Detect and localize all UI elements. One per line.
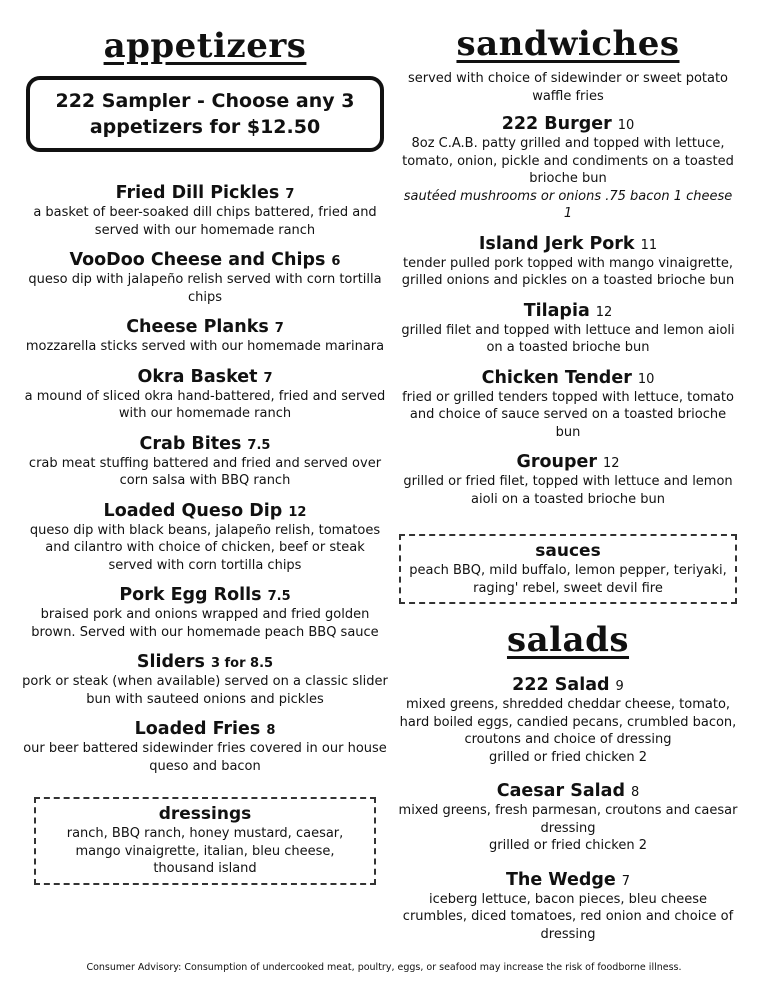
item-price: 12	[602, 456, 620, 471]
item-price: 7	[621, 873, 631, 889]
sauces-heading: sauces	[535, 541, 601, 561]
menu-item	[398, 113, 738, 223]
item-price: 6	[331, 254, 341, 269]
item-name: 222 Salad	[512, 675, 610, 695]
item-description: queso dip with black beans, jalapeño relish, tomatoes and cilantro with choice of chicken, beef or steak served with corn tortilla chips	[29, 522, 381, 573]
item-price: 12	[288, 504, 307, 520]
item-price: 7.5	[247, 437, 271, 453]
item-price: 7	[285, 187, 295, 202]
menu-item	[22, 500, 388, 575]
menu-item	[398, 300, 738, 357]
item-description: fried or grilled tenders topped with lettuce, tomato and choice of sauce served on a toasted brioche bun	[402, 389, 734, 440]
dressings-box	[34, 797, 376, 885]
item-name: Loaded Fries	[134, 719, 261, 739]
item-price: 9	[615, 679, 624, 694]
item-price: 7	[263, 370, 273, 386]
item-description: iceberg lettuce, bacon pieces, bleu cheese crumbles, diced tomatoes, red onion and choice of dressing	[402, 891, 734, 942]
item-name: 222 Burger	[501, 114, 612, 134]
item-extras: sautéed mushrooms or onions .75 bacon 1 cheese 1	[403, 188, 733, 221]
item-price: 8	[266, 723, 276, 738]
menu-item	[398, 451, 738, 508]
item-name: Sliders	[136, 652, 205, 672]
menu-item	[398, 233, 738, 290]
dressings-list: ranch, BBQ ranch, honey mustard, caesar, mango vinaigrette, italian, bleu cheese, thousand island	[66, 826, 344, 876]
sampler-box: 222 Sampler - Choose any 3 appetizers for $12.50	[26, 76, 384, 152]
item-price: 12	[595, 304, 613, 320]
item-name: Caesar Salad	[496, 781, 625, 801]
item-price: 7	[274, 321, 284, 336]
item-description: crab meat stuffing battered and fried and served over corn salsa with BBQ ranch	[28, 455, 382, 488]
menu-item	[22, 316, 388, 356]
menu-item	[22, 651, 388, 708]
item-addon: grilled or fried chicken 2	[488, 838, 647, 853]
item-name: The Wedge	[505, 869, 616, 890]
item-description: queso dip with jalapeño relish served with corn tortilla chips	[28, 272, 382, 305]
sauces-list: peach BBQ, mild buffalo, lemon pepper, teriyaki, raging' rebel, sweet devil fire	[409, 563, 727, 596]
item-name: Chicken Tender	[481, 367, 632, 388]
menu-item	[22, 433, 388, 490]
item-description: grilled filet and topped with lettuce and lemon aioli on a toasted brioche bun	[401, 322, 735, 355]
item-description: a mound of sliced okra hand-battered, fried and served with our homemade ranch	[24, 388, 386, 421]
item-name: Loaded Queso Dip	[103, 500, 283, 521]
menu-item	[398, 674, 738, 766]
dressings-heading: dressings	[158, 804, 252, 824]
item-description: mixed greens, fresh parmesan, croutons and caesar dressing	[398, 803, 738, 836]
item-description: our beer battered sidewinder fries covered in our house queso and bacon	[23, 741, 387, 774]
sandwiches-subtitle: served with choice of sidewinder or sweet potato waffle fries	[407, 71, 729, 104]
item-addon: grilled or fried chicken 2	[488, 749, 647, 765]
item-description: mixed greens, shredded cheddar cheese, tomato, hard boiled eggs, candied pecans, crumbled bacon, croutons and choice of dressing	[399, 697, 737, 747]
item-description: 8oz C.A.B. patty grilled and topped with lettuce, tomato, onion, pickle and condiments on a toasted brioche bun	[402, 136, 734, 186]
item-description: a basket of beer-soaked dill chips battered, fried and served with our homemade ranch	[33, 205, 377, 238]
item-name: VooDoo Cheese and Chips	[69, 250, 326, 270]
item-name: Crab Bites	[139, 433, 242, 454]
item-price: 3 for 8.5	[210, 656, 274, 671]
item-price: 10	[637, 371, 655, 387]
item-description: braised pork and onions wrapped and fried golden brown. Served with our homemade peach BBQ sauce	[31, 607, 379, 640]
menu-item	[22, 584, 388, 641]
item-price: 8	[630, 785, 640, 800]
menu-item	[22, 718, 388, 775]
item-price: 11	[640, 237, 658, 253]
salads-heading: salads	[506, 620, 630, 660]
item-description: grilled or fried filet, topped with lettuce and lemon aioli on a toasted brioche bun	[403, 474, 733, 507]
item-name: Island Jerk Pork	[478, 233, 635, 254]
menu-item	[22, 249, 388, 306]
item-description: pork or steak (when available) served on a classic slider bun with sauteed onions and pickles	[22, 674, 388, 707]
item-name: Okra Basket	[137, 366, 258, 387]
menu-item	[398, 780, 738, 855]
item-name: Fried Dill Pickles	[115, 183, 280, 203]
item-price: 10	[617, 118, 635, 133]
sandwiches-heading: sandwiches	[456, 24, 680, 64]
item-name: Grouper	[516, 452, 597, 472]
menu-item	[22, 182, 388, 239]
menu-item	[398, 367, 738, 442]
right-column	[398, 0, 738, 943]
item-name: Cheese Planks	[126, 317, 269, 337]
appetizers-column	[22, 0, 388, 885]
menu-item	[22, 366, 388, 423]
item-description: mozzarella sticks served with our homemade marinara	[25, 339, 385, 354]
item-name: Pork Egg Rolls	[119, 585, 262, 605]
sauces-box	[399, 534, 737, 604]
item-name: Tilapia	[523, 300, 590, 321]
item-description: tender pulled pork topped with mango vinaigrette, grilled onions and pickles on a toasted brioche bun	[401, 255, 735, 288]
appetizers-heading: appetizers	[103, 26, 307, 66]
consumer-advisory: Consumer Advisory: Consumption of undercooked meat, poultry, eggs, or seafood may increase the risk of foodborne illness.	[86, 962, 682, 973]
menu-item	[398, 869, 738, 944]
item-price: 7.5	[267, 589, 291, 604]
